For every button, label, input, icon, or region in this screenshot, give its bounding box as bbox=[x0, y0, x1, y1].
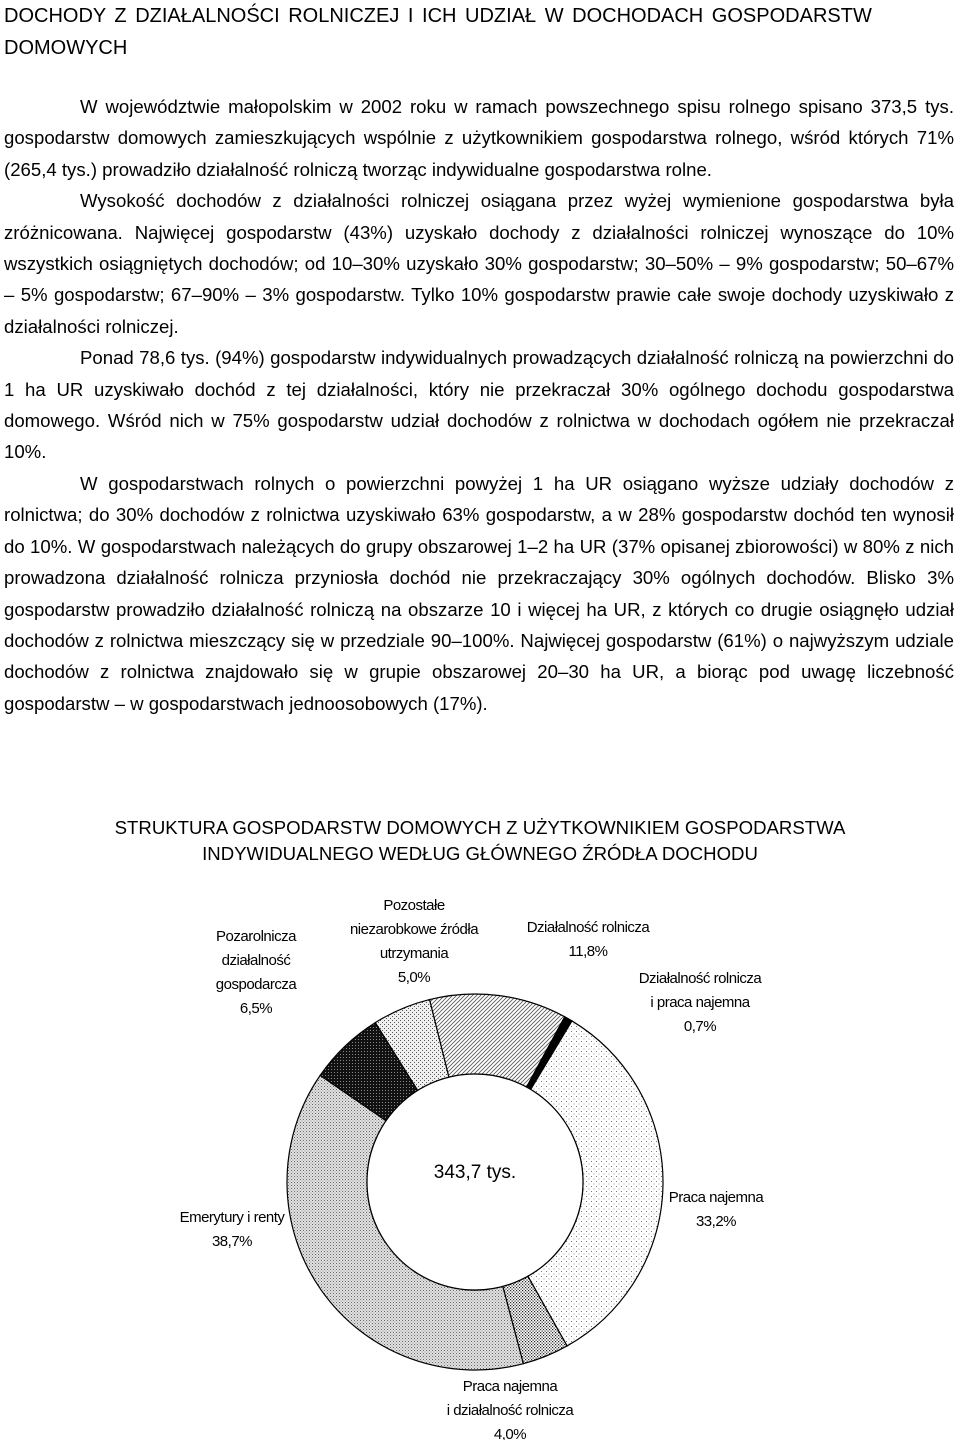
paragraph: Ponad 78,6 tys. (94%) gospodarstw indywidualnych prowadzących działalność rolniczą na powierzchni do 1 ha UR uzyskiwało dochód z tej działalności, który nie przekraczał 30% ogólnego dochodu gospodarstwa domowego. Wśród nich w 75% gospodarstw udział dochodów z rolnictwa w dochodach ogółem nie przekraczał 10%. bbox=[4, 347, 954, 463]
chart-title-line: INDYWIDUALNEGO WEDŁUG GŁÓWNEGO ŹRÓDŁA DOCHODU bbox=[202, 843, 758, 864]
slice-label: Praca najemna i działalność rolnicza 4,0% bbox=[446, 1378, 574, 1440]
paragraph: W województwie małopolskim w 2002 roku w ramach powszechnego spisu rolnego spisano 373,5 tys. gospodarstw domowych zamieszkujących wspólnie z użytkownikiem gospodarstwa rolnego, wśród których 71% (265,4 tys.) prowadziło działalność rolniczą tworząc indywidualne gospodarstwa rolne. bbox=[4, 96, 954, 180]
slice-label: Pozarolnicza działalność gospodarcza 6,5% bbox=[215, 928, 297, 1017]
section-heading: DOCHODY Z DZIAŁALNOŚCI ROLNICZEJ I ICH UDZIAŁ W DOCHODACH GOSPODARSTW DOMOWYCH bbox=[4, 5, 872, 59]
paragraph: Wysokość dochodów z działalności rolniczej osiągana przez wyżej wymienione gospodarstwa była zróżnicowana. Najwięcej gospodarstw (43%) uzyskało dochody z działalności rolniczej wynoszące do 10% wszystkich osiągniętych dochodów; od 10–30% uzyskało 30% gospodarstw; 30–50% – 9% gospodarstw; 50–67% – 5% gospodarstw; 67–90% – 3% gospodarstw. Tylko 10% gospodarstw prawie całe swoje dochody uzyskiwało z działalności rolniczej. bbox=[4, 190, 954, 337]
paragraph: W gospodarstwach rolnych o powierzchni powyżej 1 ha UR osiągano wyższe udziały dochodów z rolnictwa; do 30% dochodów z rolnictwa uzyskiwało 63% gospodarstw, a w 28% gospodarstw dochód ten wynosił do 10%. W gospodarstwach należących do grupy obszarowej 1–2 ha UR (37% opisanej zbiorowości) w 80% z nich prowadzona działalność rolnicza przyniosła dochód nie przekraczający 30% ogólnych dochodów. Blisko 3% gospodarstw prowadziło działalność rolniczą na obszarze 10 i więcej ha UR, z których co drugie osiągnęło udział dochodów z rolnictwa mieszczący się w przedziale 90–100%. Najwięcej gospodarstw (61%) o najwyższym udziale dochodów z rolnictwa znajdowało się w grupie obszarowej 20–30 ha UR, a biorąc pod uwagę liczebność gospodarstw – w gospodarstwach jednoosobowych (17%). bbox=[4, 472, 954, 714]
slice-label: Działalność rolnicza i praca najemna 0,7% bbox=[638, 970, 762, 1035]
slice-label: Działalność rolnicza 11,8% bbox=[526, 919, 650, 960]
chart-title-line: STRUKTURA GOSPODARSTW DOMOWYCH Z UŻYTKOWNIKIEM GOSPODARSTWA bbox=[114, 817, 846, 838]
donut-center-label: 343,7 tys. bbox=[433, 1162, 517, 1183]
slice-label: Praca najemna 33,2% bbox=[668, 1189, 764, 1230]
slice-label: Emerytury i renty 38,7% bbox=[179, 1209, 285, 1250]
slice-label: Pozostałe niezarobkowe źródła utrzymania 5,0% bbox=[349, 897, 479, 986]
